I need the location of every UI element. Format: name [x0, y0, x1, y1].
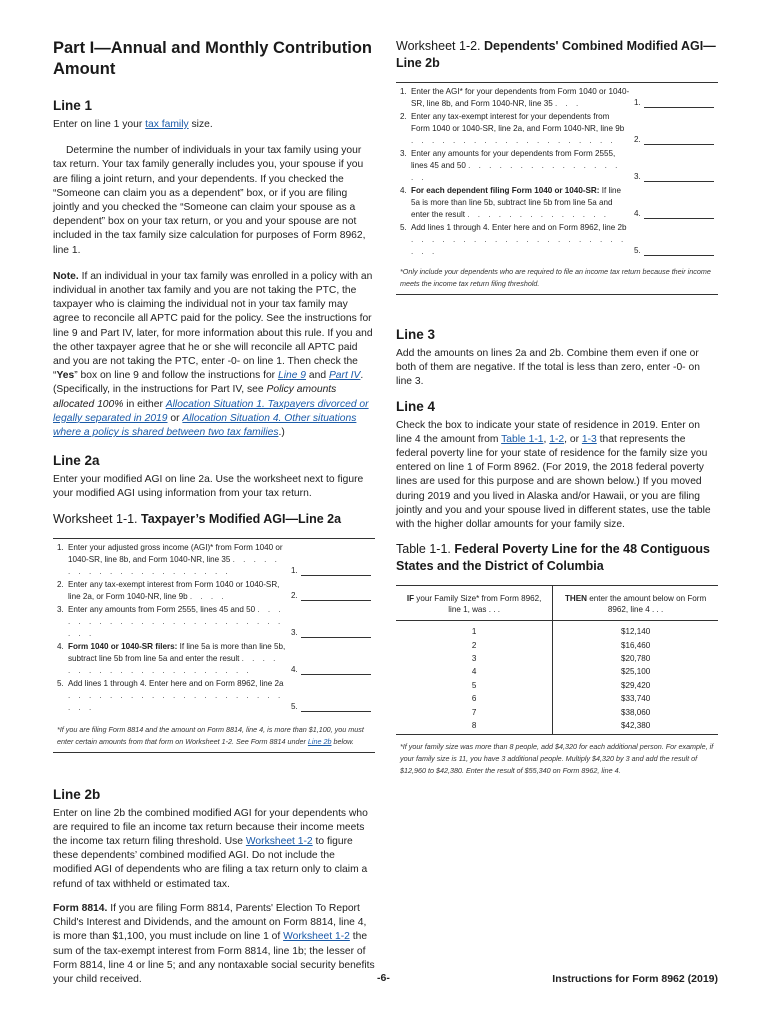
right-column — [396, 38, 718, 777]
table-row: 6 $33,740 — [396, 692, 718, 705]
worksheet-1-1-footnote: *If you are filing Form 8814 and the amount on Form 8814, line 4, is more than $1,100, you must enter certain amounts from that form on Worksheet 1-2. See Form 8814 under Line 2b below. — [57, 724, 364, 746]
tax-family-link[interactable]: tax family — [145, 119, 189, 130]
part-title: Part I—Annual and Monthly Contribution Amount — [53, 39, 372, 78]
table-row: 5 $29,420 — [396, 679, 718, 692]
worksheet-row: 2. Enter any tax-exempt interest for your dependents from Form 1040 or 1040-SR, line 2a, and Form 1040-NR, line 9b . . . . . . . . . . . . . . . . . . . . 2. — [396, 111, 718, 147]
worksheet-row: 3. Enter any amounts for your dependents from Form 2555, lines 45 and 50 . . . . . . . . . . . . . . . . . 3. — [396, 148, 718, 184]
worksheet-row: 5. Add lines 1 through 4. Enter here and on Form 8962, line 2a . . . . . . . . . . . . . . . . . . . . . . . . 5. — [53, 678, 375, 714]
table-1-2-link[interactable]: 1-2 — [549, 433, 565, 445]
line1-explanation: Determine the number of individuals in your tax family using your tax return. Your tax family generally includes you, your spouse if you are filing a joint return, and your dependents. If you checked the “Someone can claim you as a dependent” box, or if you are filing jointly and you checked the “Someone can claim your spouse as a dependent” box on your tax return, or you and your spouse are not included in the tax family size calculation for purposes of Form 8962, line 1. — [53, 145, 366, 256]
table-row: 3 $20,780 — [396, 652, 718, 665]
answer-field[interactable]: 5. — [634, 245, 714, 257]
page-number: -6- — [377, 972, 390, 984]
table-row: 1 $12,140 — [396, 621, 718, 639]
worksheet-row: 3. Enter any amounts from Form 2555, lines 45 and 50 . . . . . . . . . . . . . . . . . . . . . . . . . . . 3. — [53, 604, 375, 640]
table-1-3-link[interactable]: 1-3 — [581, 433, 597, 445]
line3-heading: Line 3 — [396, 327, 436, 342]
answer-field[interactable]: 2. — [291, 590, 371, 602]
worksheet-1-2-footnote: *Only include your dependents who are required to file an income tax return because their income meets the income tax return filing threshold. — [400, 267, 711, 288]
allocation-situation-1-link[interactable]: Allocation Situation 1. Taxpayers divorced or legally separated in 2019 — [53, 398, 369, 424]
answer-field[interactable]: 1. — [291, 565, 371, 577]
worksheet-1-2-link[interactable]: Worksheet 1-2 — [283, 931, 350, 943]
answer-field[interactable]: 2. — [634, 134, 714, 146]
table-row: 4 $25,100 — [396, 665, 718, 678]
left-column — [53, 38, 375, 987]
worksheet-row: 5. Add lines 1 through 4. Enter here and on Form 8962, line 2b . . . . . . . . . . . . . . . . . . . . . . . . 5. — [396, 222, 718, 258]
line1-heading: Line 1 — [53, 98, 93, 113]
poverty-line-table — [396, 585, 718, 735]
worksheet-row: 4. For each dependent filing Form 1040 or 1040-SR: If line 5a is more than line 5b, subtract line 5b from line 5a and enter the result . . . . . . . . . . . . . . 4. — [396, 185, 718, 221]
answer-field[interactable]: 3. — [291, 627, 371, 639]
line9-link[interactable]: Line 9 — [277, 370, 307, 382]
worksheet-1-2 — [396, 82, 718, 295]
line2a-text: Enter your modified AGI on line 2a. Use the worksheet next to figure your modified AGI using information from your tax return. — [53, 474, 364, 500]
table-row: 2 $16,460 — [396, 639, 718, 652]
table-header-family-size: IF your Family Size* from Form 8962, line 1, was . . . — [396, 586, 553, 621]
line4-text: Check the box to indicate your state of residence in 2019. Enter on line 4 the amount from Table 1-1, 1-2, or 1-3 that represents the federal poverty line for your state of residence for the family size you entered on line 1 of Form 8962. (For 2019, the 2018 federal poverty lines are used for this purpose and are shown below.) If you moved during 2019 and you lived in Alaska and/or Hawaii, or you are filing jointly and you and your spouse lived in different states, use the table with the higher dollar amounts for your family size. — [396, 419, 711, 531]
answer-field[interactable]: 3. — [634, 171, 714, 183]
part-iv-link[interactable]: Part IV — [328, 370, 361, 382]
table-row: 8 $42,380 — [396, 719, 718, 735]
table-header-amount: THEN enter the amount below on Form 8962, line 4 . . . — [553, 586, 718, 621]
worksheet-row: 1. Enter the AGI* for your dependents from Form 1040 or 1040-SR, line 8b, and Form 1040-NR, line 35 . . . 1. — [396, 86, 718, 110]
answer-field[interactable]: 4. — [634, 208, 714, 220]
line4-heading: Line 4 — [396, 398, 436, 414]
worksheet-1-2-link[interactable]: Worksheet 1-2 — [245, 836, 313, 848]
form-8814-text: Form 8814. If you are filing Form 8814, Parents' Election To Report Child's Interest and Dividends, and the amount on Form 8814, line 4, is more than $1,100, you must include on line 1 of Worksheet 1-2 the sum of the tax-exempt interest from Form 8814, line 1b; the lesser of Form 8814, line 4 or line 5; and any nontaxable social security benefits your child received. — [53, 902, 375, 985]
table-1-1-footnote: *If your family size was more than 8 people, add $4,320 for each additional person. For example, if your family size is 11, you have 3 additional people. Multiply $4,320 by 3 and add the result of $12,960 to $42,380. Enter the result of $55,340 on Form 8962, line 4. — [400, 742, 714, 776]
worksheet-row: 2. Enter any tax-exempt interest from Form 1040 or 1040-SR, line 2a, or Form 1040-NR, line 9b . . . . 2. — [53, 579, 375, 603]
line2a-heading: Line 2a — [53, 453, 100, 469]
line2b-heading: Line 2b — [53, 786, 101, 802]
worksheet-1-1-title: Worksheet 1-1. Taxpayer’s Modified AGI—Line 2a — [53, 511, 342, 526]
worksheet-1-2-title: Worksheet 1-2. Dependents' Combined Modified AGI—Line 2b — [396, 39, 716, 70]
worksheet-1-1 — [53, 538, 375, 753]
table-1-1-link[interactable]: Table 1-1 — [501, 433, 544, 445]
line1-note: Note. If an individual in your tax family was enrolled in a policy with an individual in another tax family and you are not taking the PTC, the taxpayer who is claiming the individual not in your tax family may agree to reconcile all APTC paid for the policy. See the instructions for line 9 and Part IV, later, for more information about this rule. If you and the other taxpayer agree that he or she will reconcile all APTC paid and you are not taking the PTC, enter -0- on line 1. Then check the “Yes” box on line 9 and follow the instructions for Line 9 and Part IV. (Specifically, in the instructions for Part IV, see Policy amounts allocated 100% in either Allocation Situation 1. Taxpayers divorced or legally separated in 2019 or Allocation Situation 4. Other situations where a policy is shared between two tax families.) — [53, 270, 373, 439]
worksheet-row: 1. Enter your adjusted gross income (AGI)* from Form 1040 or 1040-SR, line 8b, and Form 1040-NR, line 35 . . . . . . . . . . . . . . . . . . . . . 1. — [53, 542, 375, 578]
worksheet-row: 4. Form 1040 or 1040-SR filers: If line 5a is more than line 5b, subtract line 5b from line 5a and enter the result . . . . . . . . . . . . . . . . . . . . . . 4. — [53, 641, 375, 677]
document-title-footer: Instructions for Form 8962 (2019) — [552, 973, 718, 985]
answer-field[interactable]: 4. — [291, 664, 371, 676]
line1-text: Enter on line 1 your tax family size. — [53, 119, 213, 130]
allocation-situation-4-link[interactable]: Allocation Situation 4. Other situations where a policy is shared between two tax families — [53, 412, 357, 439]
line2b-link[interactable]: Line 2b — [307, 736, 332, 746]
table-row: 7 $38,060 — [396, 706, 718, 719]
line2b-text: Enter on line 2b the combined modified AGI for your dependents who are required to file an income tax return because their income meets the income tax return filing threshold. Use Worksheet 1-2 to figure these dependents’ combined modified AGI. Do not include the modified AGI of dependents who are filing a tax return only to claim a refund of tax withheld or estimated tax. — [53, 807, 368, 890]
answer-field[interactable]: 1. — [634, 97, 714, 109]
line3-text: Add the amounts on lines 2a and 2b. Combine them even if one or both of them are negative. If the total is less than zero, enter -0- on line 3. — [396, 348, 700, 388]
table-1-1-title: Table 1-1. Federal Poverty Line for the 48 Contiguous States and the District of Columbia — [396, 542, 710, 574]
answer-field[interactable]: 5. — [291, 701, 371, 713]
